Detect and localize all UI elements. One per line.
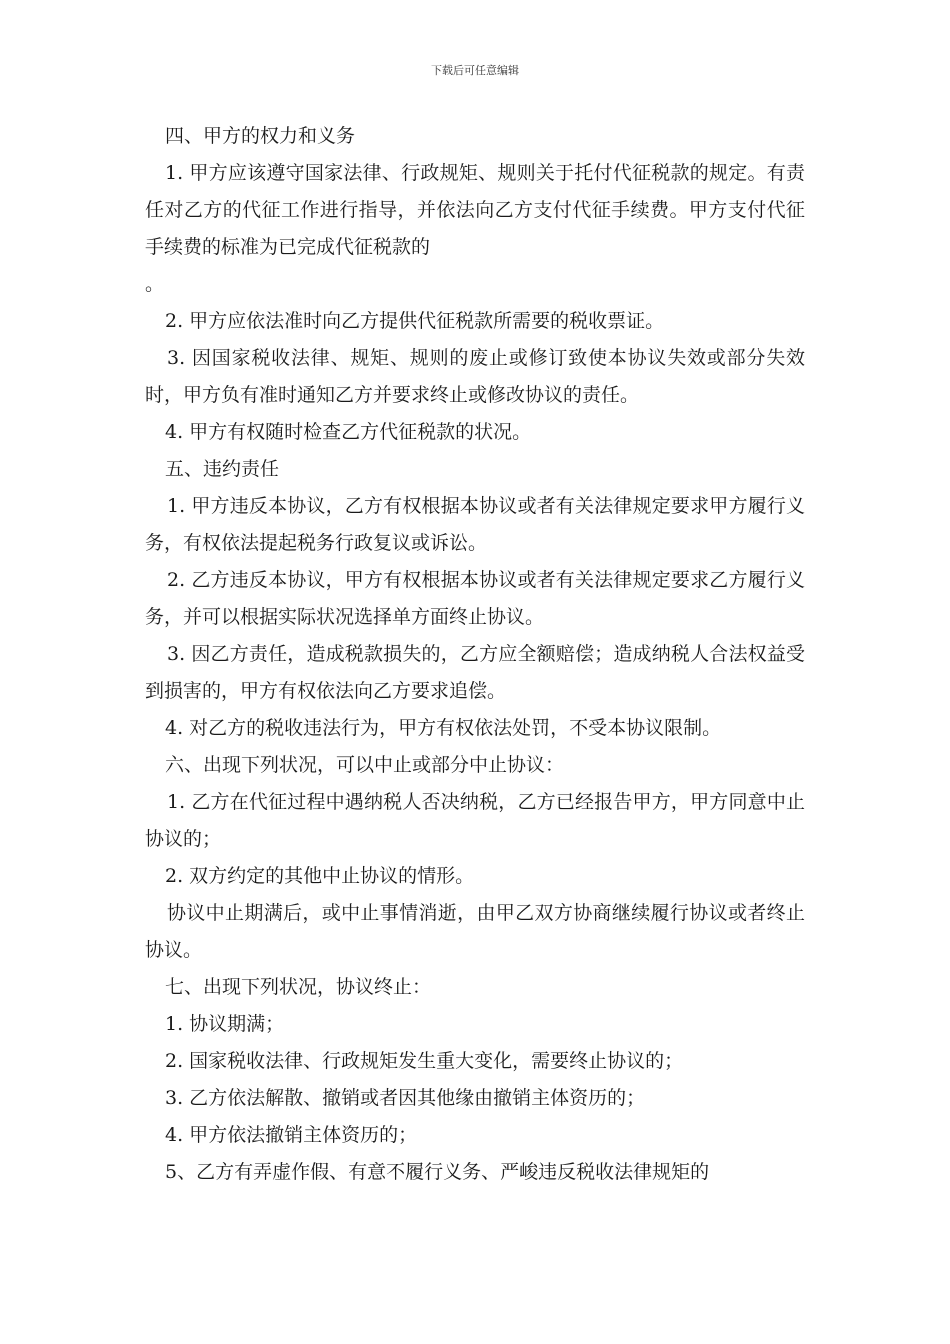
paragraph: 4. 对乙方的税收违法行为，甲方有权依法处罚，不受本协议限制。 <box>165 717 722 739</box>
list-item: 2. 国家税收法律、行政规矩发生重大变化，需要终止协议的； <box>165 1050 684 1072</box>
paragraph: 3. 因国家税收法律、规矩、规则的废止或修订致使本协议失效或部分失效时，甲方负有准时通知乙方并要求终止或修改协议的责任。 <box>145 347 805 406</box>
paragraph: 1. 乙方在代征过程中遇纳税人否决纳税，乙方已经报告甲方，甲方同意中止协议的； <box>145 791 805 850</box>
section-heading-5: 五、违约责任 <box>165 458 280 480</box>
list-item: 1. 协议期满； <box>165 1013 285 1035</box>
paragraph: 1. 甲方违反本协议，乙方有权根据本协议或者有关法律规定要求甲方履行义务，有权依法提起税务行政复议或诉讼。 <box>145 495 805 554</box>
page-header: 下载后可任意编辑 <box>431 64 519 77</box>
paragraph: 2. 甲方应依法准时向乙方提供代征税款所需要的税收票证。 <box>165 310 665 332</box>
paragraph: 1. 甲方应该遵守国家法律、行政规矩、规则关于托付代征税款的规定。有责任对乙方的代征工作进行指导，并依法向乙方支付代征手续费。甲方支付代征手续费的标准为已完成代征税款的 <box>145 162 805 258</box>
list-item: 4. 甲方依法撤销主体资历的； <box>165 1124 418 1146</box>
document-body <box>145 118 805 1191</box>
paragraph: 。 <box>145 273 165 295</box>
paragraph: 3. 因乙方责任，造成税款损失的，乙方应全额赔偿；造成纳税人合法权益受到损害的，甲方有权依法向乙方要求追偿。 <box>145 643 805 702</box>
paragraph: 协议中止期满后，或中止事情消逝，由甲乙双方协商继续履行协议或者终止协议。 <box>145 902 805 961</box>
paragraph: 2. 乙方违反本协议，甲方有权根据本协议或者有关法律规定要求乙方履行义务，并可以根据实际状况选择单方面终止协议。 <box>145 569 805 628</box>
section-heading-7: 七、出现下列状况，协议终止： <box>165 976 432 998</box>
paragraph: 4. 甲方有权随时检查乙方代征税款的状况。 <box>165 421 532 443</box>
section-heading-4: 四、甲方的权力和义务 <box>165 125 356 147</box>
list-item: 5、乙方有弄虚作假、有意不履行义务、严峻违反税收法律规矩的 <box>165 1161 710 1183</box>
list-item: 3. 乙方依法解散、撤销或者因其他缘由撤销主体资历的； <box>165 1087 646 1109</box>
section-heading-6: 六、出现下列状况，可以中止或部分中止协议： <box>165 754 565 776</box>
paragraph: 2. 双方约定的其他中止协议的情形。 <box>165 865 475 887</box>
